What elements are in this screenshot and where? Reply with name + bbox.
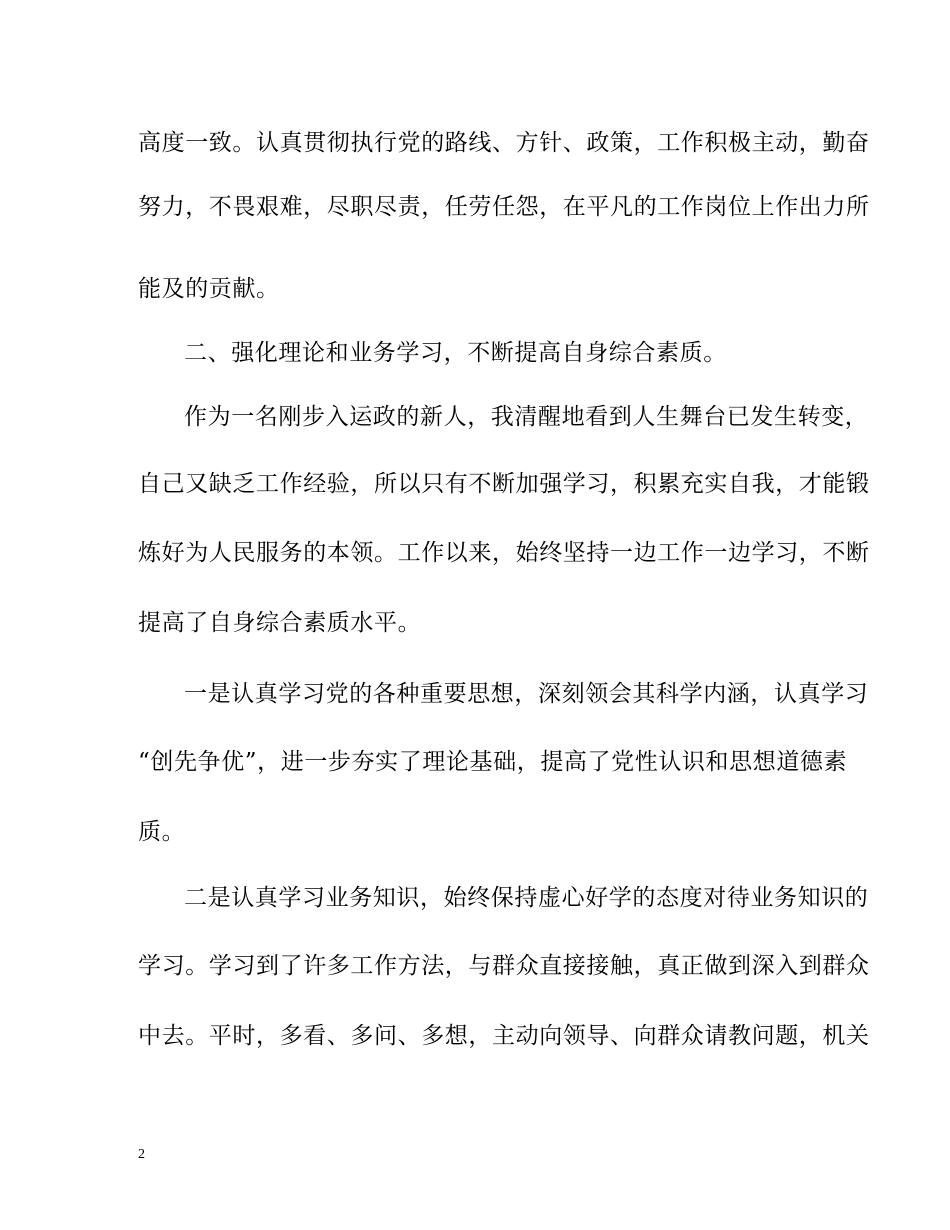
text-line: 提高了自身综合素质水平。 (138, 610, 422, 636)
text-line: 努力，不畏艰难，尽职尽责，任劳任怨，在平凡的工作岗位上作出力所 (138, 194, 870, 220)
text-line: 一是认真学习党的各种重要思想，深刻领会其科学内涵，认真学习 (184, 681, 869, 707)
text-line: 作为一名刚步入运政的新人，我清醒地看到人生舞台已发生转变， (184, 404, 869, 430)
text-line: 自己又缺乏工作经验，所以只有不断加强学习，积累充实自我，才能锻 (138, 471, 870, 497)
text-line: 学习。学习到了许多工作方法，与群众直接接触，真正做到深入到群众 (138, 953, 870, 979)
text-line: “创先争优”，进一步夯实了理论基础，提高了党性认识和思想道德素 (138, 749, 848, 775)
text-line: 炼好为人民服务的本领。工作以来，始终坚持一边工作一边学习，不断 (138, 540, 870, 566)
text-line: 二是认真学习业务知识，始终保持虚心好学的态度对待业务知识的 (184, 885, 869, 911)
text-line: 质。 (138, 819, 186, 845)
section-heading: 二、强化理论和业务学习，不断提高自身综合素质。 (184, 340, 727, 366)
text-line: 中去。平时，多看、多问、多想，主动向领导、向群众请教问题，机关 (138, 1023, 870, 1049)
page-number: 2 (138, 1147, 145, 1162)
text-line: 能及的贡献。 (138, 276, 280, 302)
text-line: 高度一致。认真贯彻执行党的路线、方针、政策，工作积极主动，勤奋 (138, 130, 870, 156)
